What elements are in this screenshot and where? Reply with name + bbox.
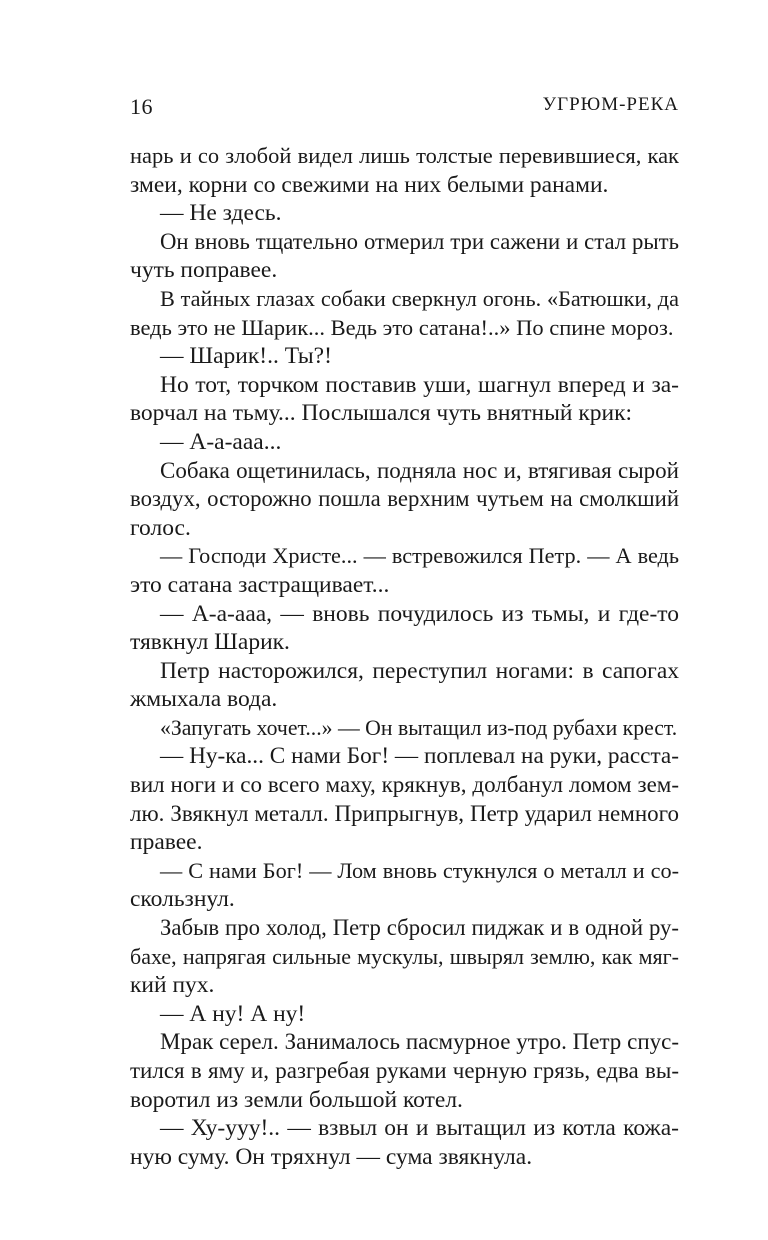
text-line: лю. Звякнул металл. Припрыгнув, Петр ударил немного — [130, 800, 679, 826]
text-line: «Запугать хочет...» — Он вытащил из-под рубахи крест. — [160, 715, 678, 740]
text-line: кий пух. — [130, 972, 215, 999]
text-line: это сатана застращивает... — [130, 571, 390, 598]
text-line: — А-а-ааа, — вновь почудилось из тьмы, и где-то — [160, 600, 679, 627]
text-line: вил ноги и со всего маху, крякнув, долбанул ломом зем- — [130, 772, 679, 798]
text-line: Мрак серел. Занималось пасмурное утро. Петр спус- — [160, 1029, 679, 1055]
text-line: бахе, напрягая сильные мускулы, швырял землю, как мяг- — [130, 943, 679, 969]
text-line: В тайных глазах собаки сверкнул огонь. «Батюшки, да — [160, 285, 679, 311]
text-line: правее. — [130, 829, 203, 856]
page-number: 16 — [130, 94, 153, 119]
text-line: скользнул. — [130, 886, 235, 913]
text-line: змеи, корни со свежими на них белыми ранами. — [130, 171, 609, 198]
text-line: ворчал на тьму... Послышался чуть внятный крик: — [130, 400, 633, 427]
text-line: тявкнул Шарик. — [130, 629, 290, 656]
page-header — [130, 94, 679, 122]
body-text — [130, 142, 679, 1171]
text-line: ную суму. Он тряхнул — сума звякнула. — [130, 1143, 533, 1170]
text-line: — Шарик!.. Ты?! — [160, 343, 332, 370]
text-line: Петр насторожился, переступил ногами: в сапогах — [160, 657, 679, 684]
text-line: ведь это не Шарик... Ведь это сатана!..» По спине мороз. — [130, 314, 674, 340]
text-line: воздух, осторожно пошла верхним чутьем на смолкший — [130, 486, 679, 512]
text-line: — Ху-ууу!.. — взвыл он и вытащил из котла кожа- — [160, 1115, 679, 1142]
text-line: — Господи Христе... — встревожился Петр. — А ведь — [160, 543, 679, 569]
text-line: Он вновь тщательно отмерил три сажени и стал рыть — [160, 228, 679, 254]
text-line: жмыхала вода. — [130, 686, 278, 713]
text-line: — А ну! А ну! — [160, 1000, 306, 1027]
text-line: тился в яму и, разгребая руками черную грязь, едва вы- — [130, 1058, 679, 1083]
text-line: — Не здесь. — [160, 200, 282, 227]
text-line: Забыв про холод, Петр сбросил пиджак и в одной ру- — [160, 915, 679, 941]
text-line: Собака ощетинилась, подняла нос и, втягивая сырой — [160, 457, 679, 483]
text-line: воротил из земли большой котел. — [130, 1086, 463, 1113]
text-line: Но тот, торчком поставив уши, шагнул вперед и за- — [160, 371, 679, 398]
text-line: чуть поправее. — [130, 257, 278, 284]
text-line: — А-а-ааа... — [160, 428, 282, 455]
text-line: — Ну-ка... С нами Бог! — поплевал на руки, расста- — [160, 743, 679, 770]
text-line: нарь и со злобой видел лишь толстые перевившиеся, как — [130, 143, 679, 168]
text-line: голос. — [130, 514, 191, 541]
text-line: — С нами Бог! — Лом вновь стукнулся о металл и со- — [160, 857, 679, 883]
running-title: УГРЮМ-РЕКА — [542, 94, 679, 115]
